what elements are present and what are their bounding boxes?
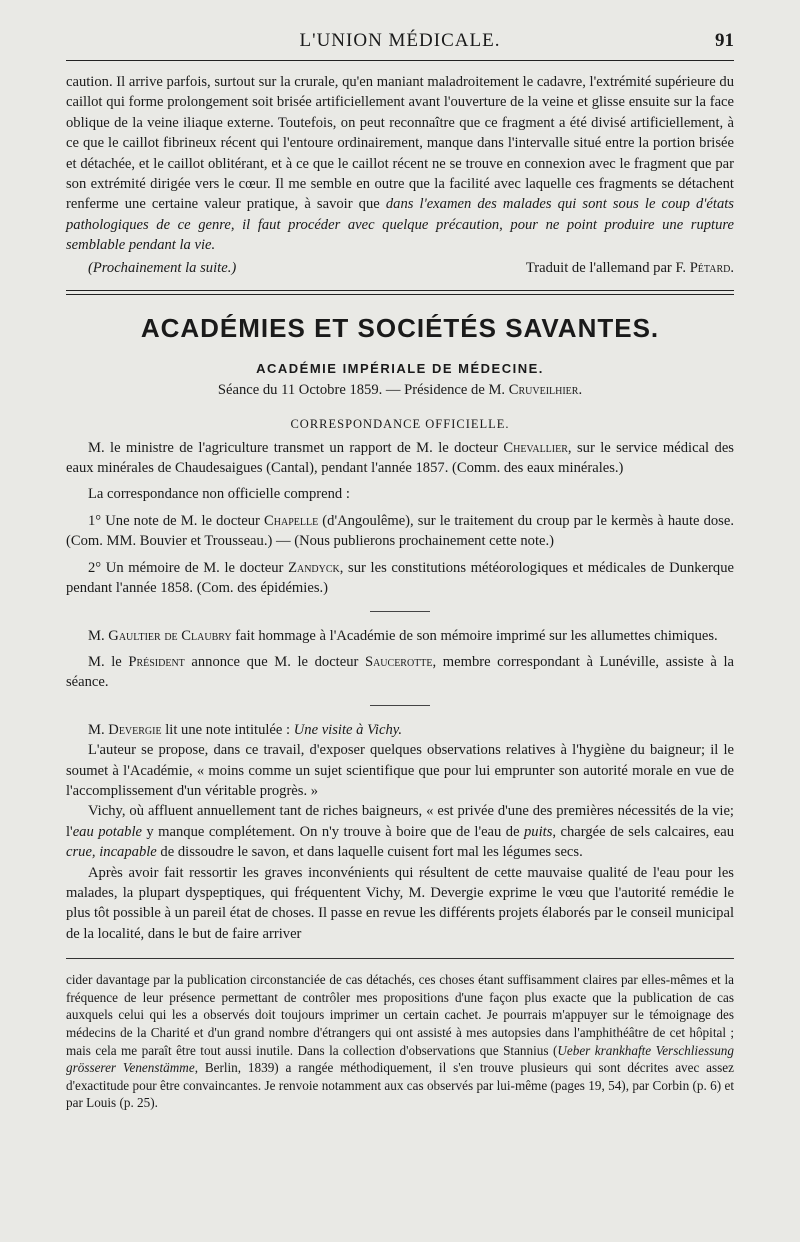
paragraph-text: caution. Il arrive parfois, surtout sur la crurale, qu'en maniant maladroitement le cadavre, l'extrémité supérieure du caillot qui forme prolongement soit brisée artificiellement avant l'ouverture de la veine et glisse ensuite sur la face oblique de la veine iliaque externe. Toutefois, on peut reconnaître que ce fragment a été divisé artificiellement, à ce que le caillot fibrineux récent qui l'entoure ordinairement, manque dans l'intervalle situé entre la portion brisée et détachée, et le caillot oblitérant, et à ce que le caillot récent ne se trouve en connexion avec le fragment que par son extrémité dirigée vers le cœur. Il me semble en outre que la facilité avec laquelle ces fragments se détachent renferme une certaine valeur pratique, à savoir que bbox=[66, 74, 734, 213]
text-run: , membre correspondant à Lunéville, assiste à la séance. bbox=[66, 653, 734, 691]
correspondence-title: CORRESPONDANCE OFFICIELLE. bbox=[290, 416, 510, 431]
session-prefix: Séance du 11 Octobre 1859. — Présidence de M. bbox=[217, 381, 509, 398]
text-run: cider davantage par la publication circonstanciée de cas détachés, ces choses étant suffisamment claires par elles-mêmes et la fréquence de leur présence permettant de contrôler mes propositions d'une façon plus exacte que la publication de cas auxquels celui qui les a observés doit toujours imprimer un certain cachet. Je pourrais m'appuyer sur le témoignage des médecins de la Charité et d'un grand nombre d'étrangers qui ont assisté à mes autopsies dans l'amphithéâtre de cet hôpital ; mais cela me paraît être tout aussi inutile. Dans la collection d'observations que Stannius ( bbox=[66, 972, 734, 1058]
text-run: 1° Une note de M. le docteur bbox=[88, 512, 265, 529]
note-title: Une visite à Vichy. bbox=[293, 721, 403, 738]
person-name: Zandyck bbox=[288, 559, 340, 576]
section-title: ACADÉMIES ET SOCIÉTÉS SAVANTES. bbox=[140, 312, 660, 343]
text-run: , sur le service médical des eaux minérales de Chaudesaigues (Cantal), pendant l'année 1857. (Comm. des eaux minérales.) bbox=[66, 439, 734, 477]
session-suffix: . bbox=[578, 381, 583, 398]
correspondence-item-2 bbox=[66, 558, 734, 599]
text-run: lit une note intitulée : bbox=[161, 721, 294, 738]
president-announcement bbox=[66, 652, 734, 693]
text-run: fait hommage à l'Académie de son mémoire imprimé sur les allumettes chimiques. bbox=[231, 627, 718, 644]
president-title: Président bbox=[128, 653, 185, 670]
text-run: Vichy, où affluent annuellement tant de riches baigneurs, « est privée d'une des premières nécessités de la vie; l' bbox=[66, 803, 734, 840]
official-correspondence bbox=[66, 438, 734, 479]
person-name: Chevallier bbox=[503, 439, 568, 456]
footnote-rule bbox=[66, 958, 734, 959]
journal-title: L'UNION MÉDICALE. bbox=[299, 30, 501, 51]
person-name: Devergie bbox=[108, 721, 162, 738]
text-run: M. le bbox=[88, 653, 129, 670]
italic-run: crue, incapable bbox=[66, 844, 157, 861]
vichy-paragraph-1: L'auteur se propose, dans ce travail, d'exposer quelques observations relatives à l'hygiène du baigneur; il le soumet à l'Académie, « moins comme un sujet scientifique que pour lui emprunter son autorité morale en vue de l'accomplissement d'un véritable progrès. » bbox=[66, 742, 734, 799]
text-run: 2° Un mémoire de M. le docteur bbox=[88, 559, 289, 576]
translator-name: Pétard bbox=[689, 259, 731, 276]
article-signature-row bbox=[66, 258, 734, 278]
continued-note: (Prochainement la suite.) bbox=[88, 259, 237, 276]
italic-conclusion: dans l'examen des malades qui sont sous le coup d'états pathologiques de ce genre, il faut procéder avec quelque précaution, pour ne point produire une rupture semblable pendant la vie. bbox=[66, 196, 734, 254]
unofficial-correspondence-intro: La correspondance non officielle comprend : bbox=[88, 486, 350, 503]
vichy-intro bbox=[66, 720, 734, 740]
text-run: , chargée de sels calcaires, eau bbox=[552, 823, 734, 840]
person-name: Gaultier de Claubry bbox=[108, 627, 232, 644]
running-head bbox=[66, 30, 734, 54]
person-name: Chapelle bbox=[264, 512, 319, 529]
page-content bbox=[66, 72, 734, 1112]
correspondence-item-1 bbox=[66, 511, 734, 552]
text-run: , Berlin, 1839) a rangée méthodiquement, il s'en trouve plusieurs qui sont décrites avec assez d'exactitude pour être convaincantes. Je renvoie notamment aux cas observés par lui-même (pages 19, 54), par Corbin (p. 6) et par Louis (p. 25). bbox=[66, 1060, 735, 1111]
text-run: (d'Angoulême), sur le traitement du croup par le kermès à haute dose. (Com. MM. Bouvier et Trousseau.) — (Nous publierons prochainement cette note.) bbox=[66, 512, 734, 550]
session-line bbox=[66, 382, 734, 399]
translator-suffix: . bbox=[730, 259, 734, 276]
hommage-announcement bbox=[66, 626, 734, 646]
italic-run: puits bbox=[524, 823, 553, 840]
italic-run: eau potable bbox=[72, 823, 142, 840]
italic-run: Ueber krankhafte Verschliessung grösserer Venenstämme bbox=[66, 1042, 734, 1076]
header-rule bbox=[66, 60, 734, 61]
footnote-text bbox=[66, 971, 734, 1112]
session-president: Cruveilhier bbox=[508, 381, 579, 398]
footnote bbox=[66, 971, 734, 1112]
person-name: Saucerotte bbox=[364, 653, 433, 670]
page-number: 91 bbox=[715, 30, 734, 51]
separator-rule bbox=[370, 705, 430, 706]
academy-title: ACADÉMIE IMPÉRIALE DE MÉDECINE. bbox=[256, 360, 544, 376]
translator-prefix: Traduit de l'allemand par F. bbox=[525, 259, 690, 276]
text-run: y manque complétement. On n'y trouve à boire que de l'eau de bbox=[141, 823, 524, 840]
text-run: annonce que M. le docteur bbox=[184, 653, 365, 670]
text-run: , sur les constitutions météorologiques et médicales de Dunkerque pendant l'année 1858. (Com. des épidémies.) bbox=[66, 559, 734, 597]
vichy-paragraph-3: Après avoir fait ressortir les graves inconvénients qui résultent de cette mauvaise qualité de l'eau pour les malades, la plupart dyspeptiques, qui fréquentent Vichy, M. Devergie exprime le vœu que l'autorité remédie le plus tôt possible à un pareil état de choses. Il passe en revue les différents projets élaborés par le conseil municipal de la localité, dans le but de faire arriver bbox=[66, 864, 734, 942]
text-run: de dissoudre le savon, et dans laquelle cuisent fort mal les légumes secs. bbox=[156, 844, 583, 861]
section-divider bbox=[66, 290, 734, 295]
vichy-paragraph-2 bbox=[66, 801, 734, 862]
text-run: M. le ministre de l'agriculture transmet un rapport de M. le docteur bbox=[88, 439, 504, 456]
separator-rule bbox=[370, 611, 430, 612]
text-run: M. bbox=[88, 627, 109, 644]
article-closing-paragraph bbox=[66, 72, 734, 256]
text-run: M. bbox=[88, 721, 109, 738]
translator-credit bbox=[526, 258, 734, 278]
